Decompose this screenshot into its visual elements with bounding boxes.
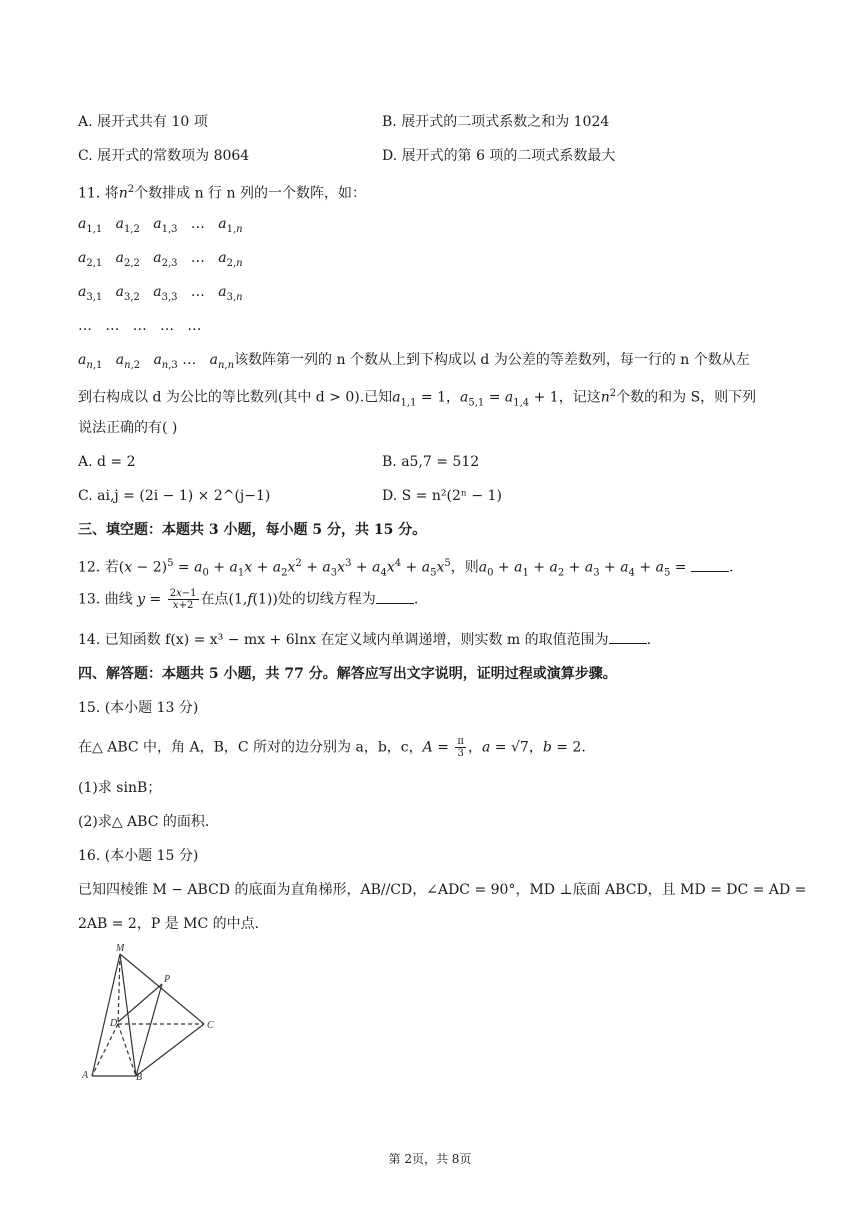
label-d: D	[110, 1018, 118, 1029]
matrix-row-3: $a_{3,1}$ $a_{3,2}$ $a_{3,3}$ … $a_{3,n}$	[78, 284, 243, 303]
option-d: D. 展开式的第 6 项的二项式系数最大	[382, 148, 616, 164]
q11-option-b: B. a5,7 = 512	[382, 454, 480, 470]
label-m: M	[116, 943, 125, 954]
edge-da	[92, 1024, 118, 1076]
q16-stem-line1: 已知四棱锥 M − ABCD 的底面为直角梯形，AB//CD，∠ADC = 90°，MD ⊥底面 ABCD，且 MD = DC = AD =	[78, 882, 807, 898]
option-c: C. 展开式的常数项为 8064	[78, 148, 250, 164]
q11-option-d: D. S = n²(2ⁿ − 1)	[382, 488, 502, 504]
q11-option-c: C. ai,j = (2i − 1) × 2^(j−1)	[78, 488, 271, 504]
label-a: A	[82, 1070, 89, 1080]
edge-bp	[136, 984, 162, 1076]
pyramid-figure	[74, 940, 224, 1084]
edge-md	[118, 954, 120, 1024]
option-a: A. 展开式共有 10 项	[78, 114, 208, 130]
q11-body-line1: $a_{n,1}$ $a_{n,2}$ $a_{n,3}$ … $a_{n,n}$该数阵第一列的 n 个数从上到下构成以 d 为公差的等差数列，每一行的 n 个数从左	[78, 352, 750, 371]
edge-bc	[136, 1024, 204, 1076]
q13: 13. 曲线 y = $\frac{2x-1}{x+2}$ 在点(1,f(1))处的切线方程为 .	[78, 588, 419, 611]
q12: 12. 若$(x - 2)^5 = a_0 + a_1x + a_2x^2 + a_3x^3 + a_4x^4 + a_5x^5$，则$a_0 + a_1 + a_2 + a_3 + a_4 + a_5$ = .	[78, 558, 734, 579]
option-b: B. 展开式的二项式系数之和为 1024	[382, 114, 610, 130]
q15-stem: 在△ ABC 中，角 A，B，C 所对的边分别为 a，b，c，A = $\frac{\pi}{3}$ ，a = √7，b = 2.	[78, 736, 586, 759]
edge-mb	[120, 954, 136, 1076]
q11-intro: 11. 将$n^2$个数排成 n 行 n 列的一个数阵，如：	[78, 184, 366, 202]
pyramid-diagram	[74, 940, 224, 1080]
q15-part1: (1)求 sinB；	[78, 780, 162, 796]
q15-header: 15. (本小题 13 分)	[78, 700, 199, 716]
q11-body-line3: 说法正确的有( )	[78, 420, 178, 436]
q15-part2: (2)求△ ABC 的面积.	[78, 814, 210, 830]
label-c: C	[207, 1020, 214, 1031]
label-p: P	[164, 974, 171, 985]
edge-db	[118, 1024, 136, 1076]
edge-mc	[120, 954, 204, 1024]
section-4-heading: 四、解答题：本题共 5 小题，共 77 分。解答应写出文字说明，证明过程或演算步骤。	[78, 666, 617, 682]
page-footer: 第 2页，共 8页	[388, 1152, 472, 1166]
edge-ma	[92, 954, 120, 1076]
matrix-row-2: $a_{2,1}$ $a_{2,2}$ $a_{2,3}$ … $a_{2,n}$	[78, 250, 243, 269]
q11-option-a: A. d = 2	[78, 454, 136, 470]
q11-body-line2: 到右构成以 d 为公比的等比数列(其中 d > 0).已知$a_{1,1} = 1$，$a_{5,1} = a_{1,4} + 1$，记这$n^2$个数的和为 S，则下列	[78, 388, 757, 409]
label-b: B	[136, 1072, 143, 1080]
matrix-row-dots: … … … … …	[78, 318, 202, 334]
matrix-row-1: $a_{1,1}$ $a_{1,2}$ $a_{1,3}$ … $a_{1,n}$	[78, 216, 243, 235]
q16-stem-line2: 2AB = 2，P 是 MC 的中点.	[78, 916, 260, 932]
q16-header: 16. (本小题 15 分)	[78, 848, 199, 864]
section-3-heading: 三、填空题：本题共 3 小题，每小题 5 分，共 15 分。	[78, 522, 427, 538]
q14: 14. 已知函数 f(x) = x³ − mx + 6lnx 在定义域内单调递增，则实数 m 的取值范围为 .	[78, 632, 652, 648]
